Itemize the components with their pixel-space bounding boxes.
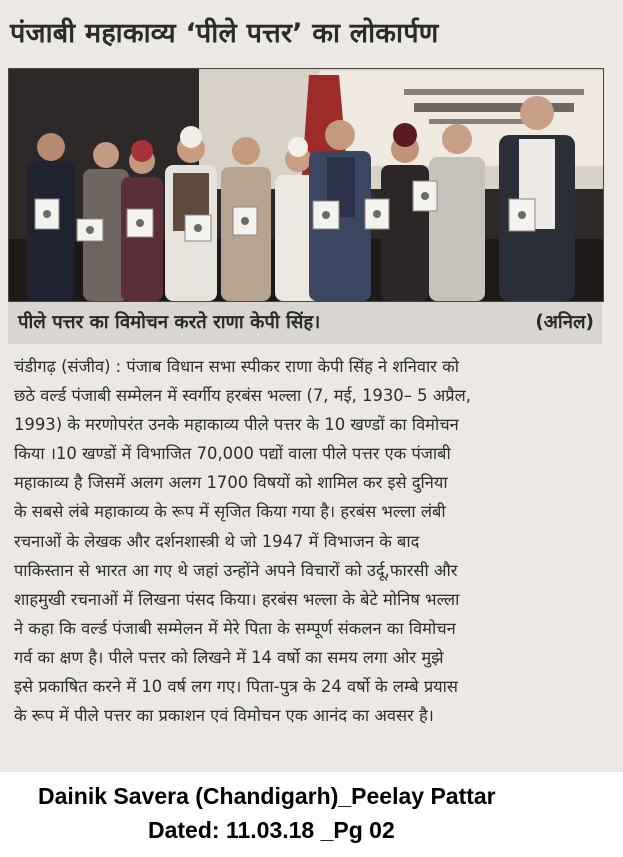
body-line: महाकाव्य है जिसमें अलग अलग 1700 विषयों को शामिल कर इसे दुनिया bbox=[14, 473, 448, 493]
body-line: चंडीगढ़ (संजीव) : पंजाब विधान सभा स्पीकर राणा केपी सिंह ने शनिवार को bbox=[14, 357, 459, 376]
body-line: के सबसे लंबे महाकाव्य के रूप में सृजित किया गया है। हरबंस भल्ला लंबी bbox=[14, 502, 446, 522]
headline: पंजाबी महाकाव्य ‘पीले पत्तर’ का लोकार्पण bbox=[10, 18, 439, 49]
article-body bbox=[14, 352, 608, 730]
body-line: किया ।10 खण्डों में विभाजित 70,000 पद्यों वाला पीले पत्तर एक पंजाबी bbox=[14, 444, 451, 464]
photo-credit: (अनिल) bbox=[535, 312, 594, 333]
event-photo bbox=[8, 68, 604, 302]
body-line: रचनाओं के लेखक और दर्शनशास्त्री थे जो 1947 में विभाजन के बाद bbox=[14, 531, 420, 551]
body-line: छठे वर्ल्ड पंजाबी सम्मेलन में स्वर्गीय हरबंस भल्ला (7, मई, 1930– 5 अप्रैल, bbox=[14, 386, 471, 406]
body-line: इसे प्रकाषित करने में 10 वर्ष लग गए। पिता-पुत्र के 24 वर्षो के लम्बे प्रयास bbox=[14, 677, 459, 697]
body-line: 1993) के मरणोपरंत उनके महाकाव्य पीले पत्तर के 10 खण्डों का विमोचन bbox=[14, 415, 459, 435]
source-line: Dainik Savera (Chandigarh)_Peelay Pattar bbox=[38, 783, 496, 809]
body-line: शाहमुखी रचनाओं में लिखना पंसद किया। हरबंस भल्ला के बेटे मोनिष भल्ला bbox=[14, 589, 460, 609]
body-line: गर्व का क्षण है। पीले पत्तर को लिखने में 14 वर्षो का समय लगा ओर मुझे bbox=[14, 647, 444, 667]
body-line: के रूप में पीले पत्तर का प्रकाशन एवं विमोचन एक आनंद का अवसर है। bbox=[14, 706, 434, 726]
body-line: पाकिस्तान से भारत आ गए थे जहां उन्होंने अपने विचारों को उर्दू,फारसी और bbox=[14, 560, 458, 580]
photo-caption-bar bbox=[8, 302, 602, 344]
date-line: Dated: 11.03.18 _Pg 02 bbox=[148, 817, 395, 843]
photo-illustration bbox=[9, 69, 603, 301]
body-line: ने कहा कि वर्ल्ड पंजाबी सम्मेलन में मेरे पिता के सम्पूर्ण संकलन का विमोचन bbox=[14, 618, 456, 638]
photo-caption: पीले पत्तर का विमोचन करते राणा केपी सिंह। bbox=[18, 312, 321, 333]
